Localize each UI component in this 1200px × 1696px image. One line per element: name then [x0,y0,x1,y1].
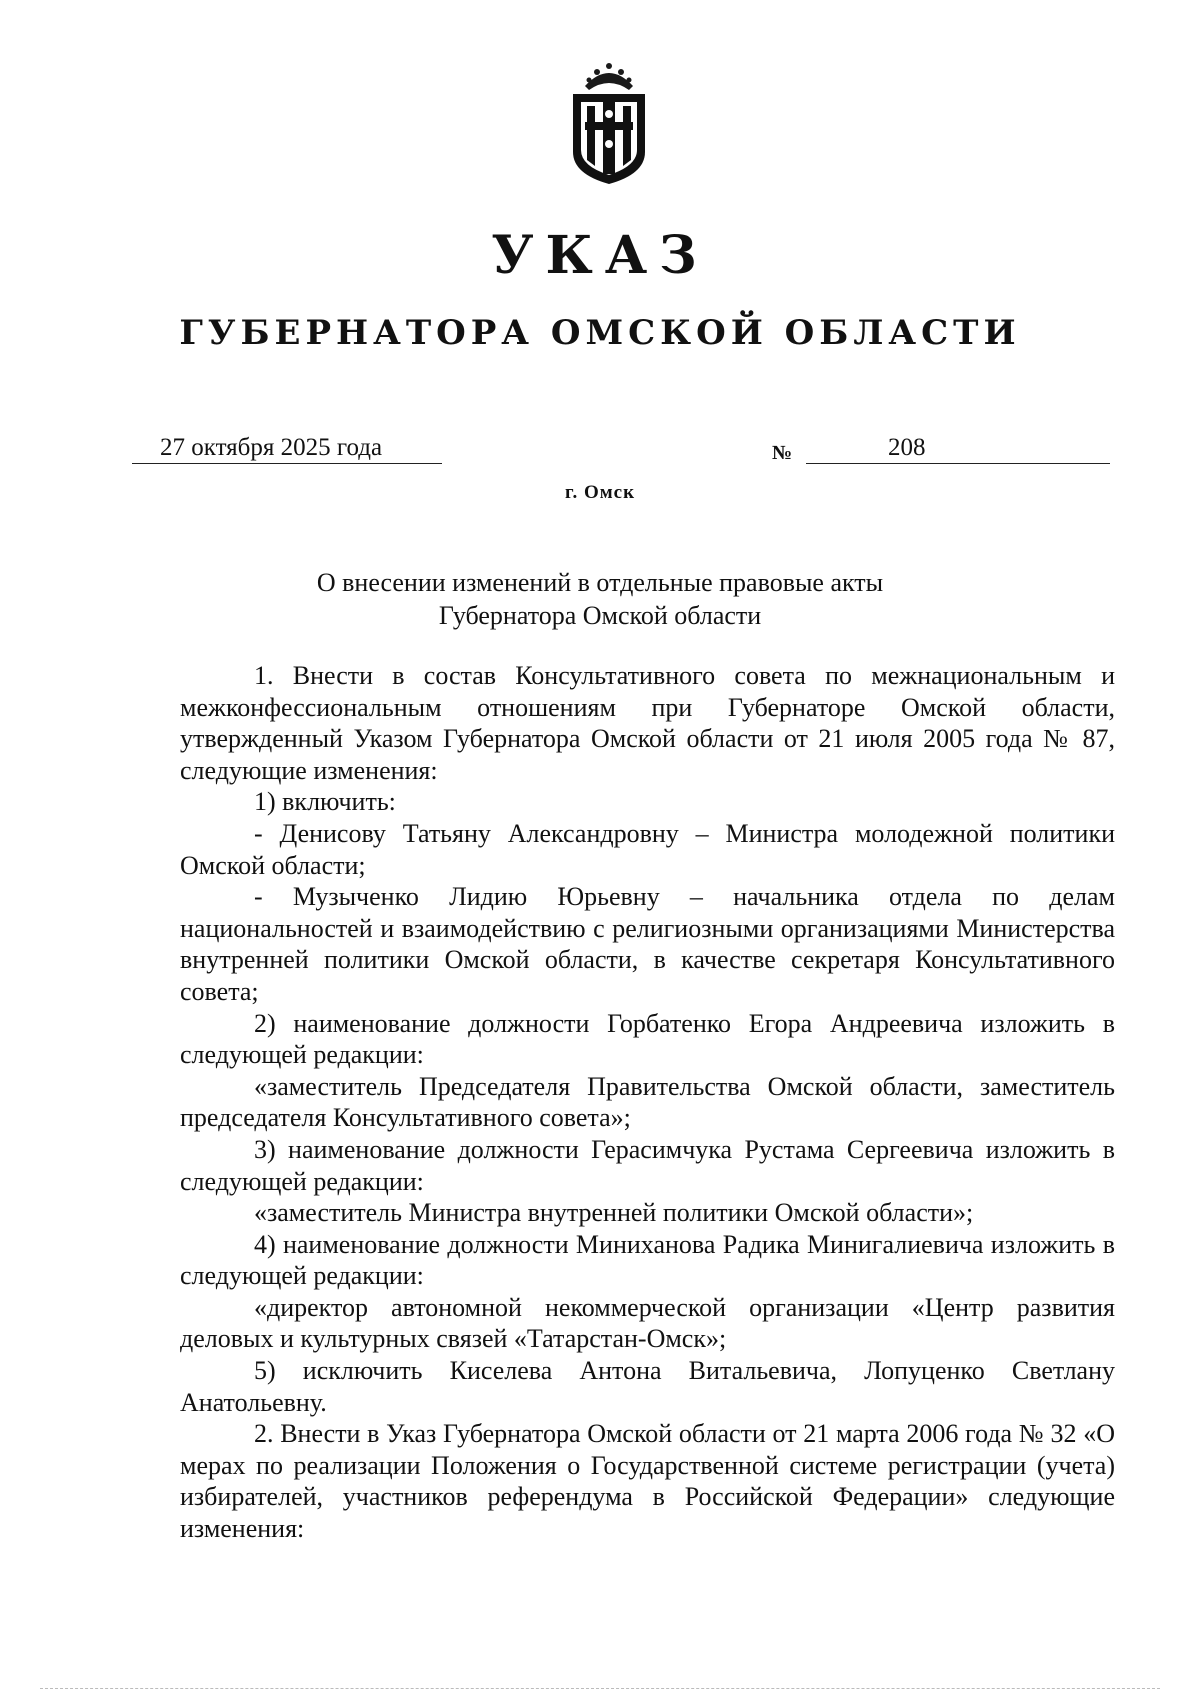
body-paragraph: 5) исключить Киселева Антона Витальевича, Лопуценко Светлану Анатольевну. [180,1356,1115,1417]
document-title: УКАЗ [491,225,709,286]
page-edge-divider [40,1688,1160,1689]
body-paragraph: 2. Внести в Указ Губернатора Омской области от 21 марта 2006 года № 32 «О мерах по реализации Положения о Государственной системе регистрации (учета) избирателей, участников референдума в Российской Федерации» следующие изменения: [180,1419,1115,1544]
subject-line: О внесении изменений в отдельные правовые акты [316,568,884,597]
document-date: 27 октября 2025 года [132,432,442,464]
body-paragraph: - Денисову Татьяну Александровну – Министра молодежной политики Омской области; [180,818,1115,880]
document-body [180,660,1115,1545]
body-paragraph: «заместитель Министра внутренней политики Омской области»; [254,1198,974,1228]
body-paragraph: 3) наименование должности Герасимчука Рустама Сергеевича изложить в следующей редакции: [180,1134,1115,1196]
document-number: 208 [806,432,1110,464]
document-issuer: ГУБЕРНАТОРА ОМСКОЙ ОБЛАСТИ [179,313,1021,353]
number-sign: № [772,442,793,464]
body-paragraph: «заместитель Председателя Правительства Омской области, заместитель председателя Консультативного совета»; [180,1071,1115,1133]
body-paragraph: 4) наименование должности Миниханова Радика Минигалиевича изложить в следующей редакции: [180,1229,1115,1291]
coat-of-arms-icon [563,56,655,186]
body-paragraph: 1) включить: [254,787,396,817]
body-paragraph: - Музыченко Лидию Юрьевну – начальника отдела по делам национальностей и взаимодействию с религиозными организациями Министерства внутренней политики Омской области, в качестве секретаря Консультативного совета; [180,882,1115,1006]
city-label: г. Омск [564,482,636,503]
body-paragraph: 1. Внести в состав Консультативного совета по межнациональным и межконфессиональным отношениям при Губернаторе Омской области, утвержденный Указом Губернатора Омской области от 21 июля 2005 года № 87, следующие изменения: [180,661,1115,785]
subject-line: Губернатора Омской области [438,601,762,630]
body-paragraph: 2) наименование должности Горбатенко Егора Андреевича изложить в следующей редакции: [180,1008,1115,1070]
body-paragraph: «директор автономной некоммерческой организации «Центр развития деловых и культурных связей «Татарстан-Омск»; [180,1292,1115,1354]
document-subject [0,566,1200,632]
